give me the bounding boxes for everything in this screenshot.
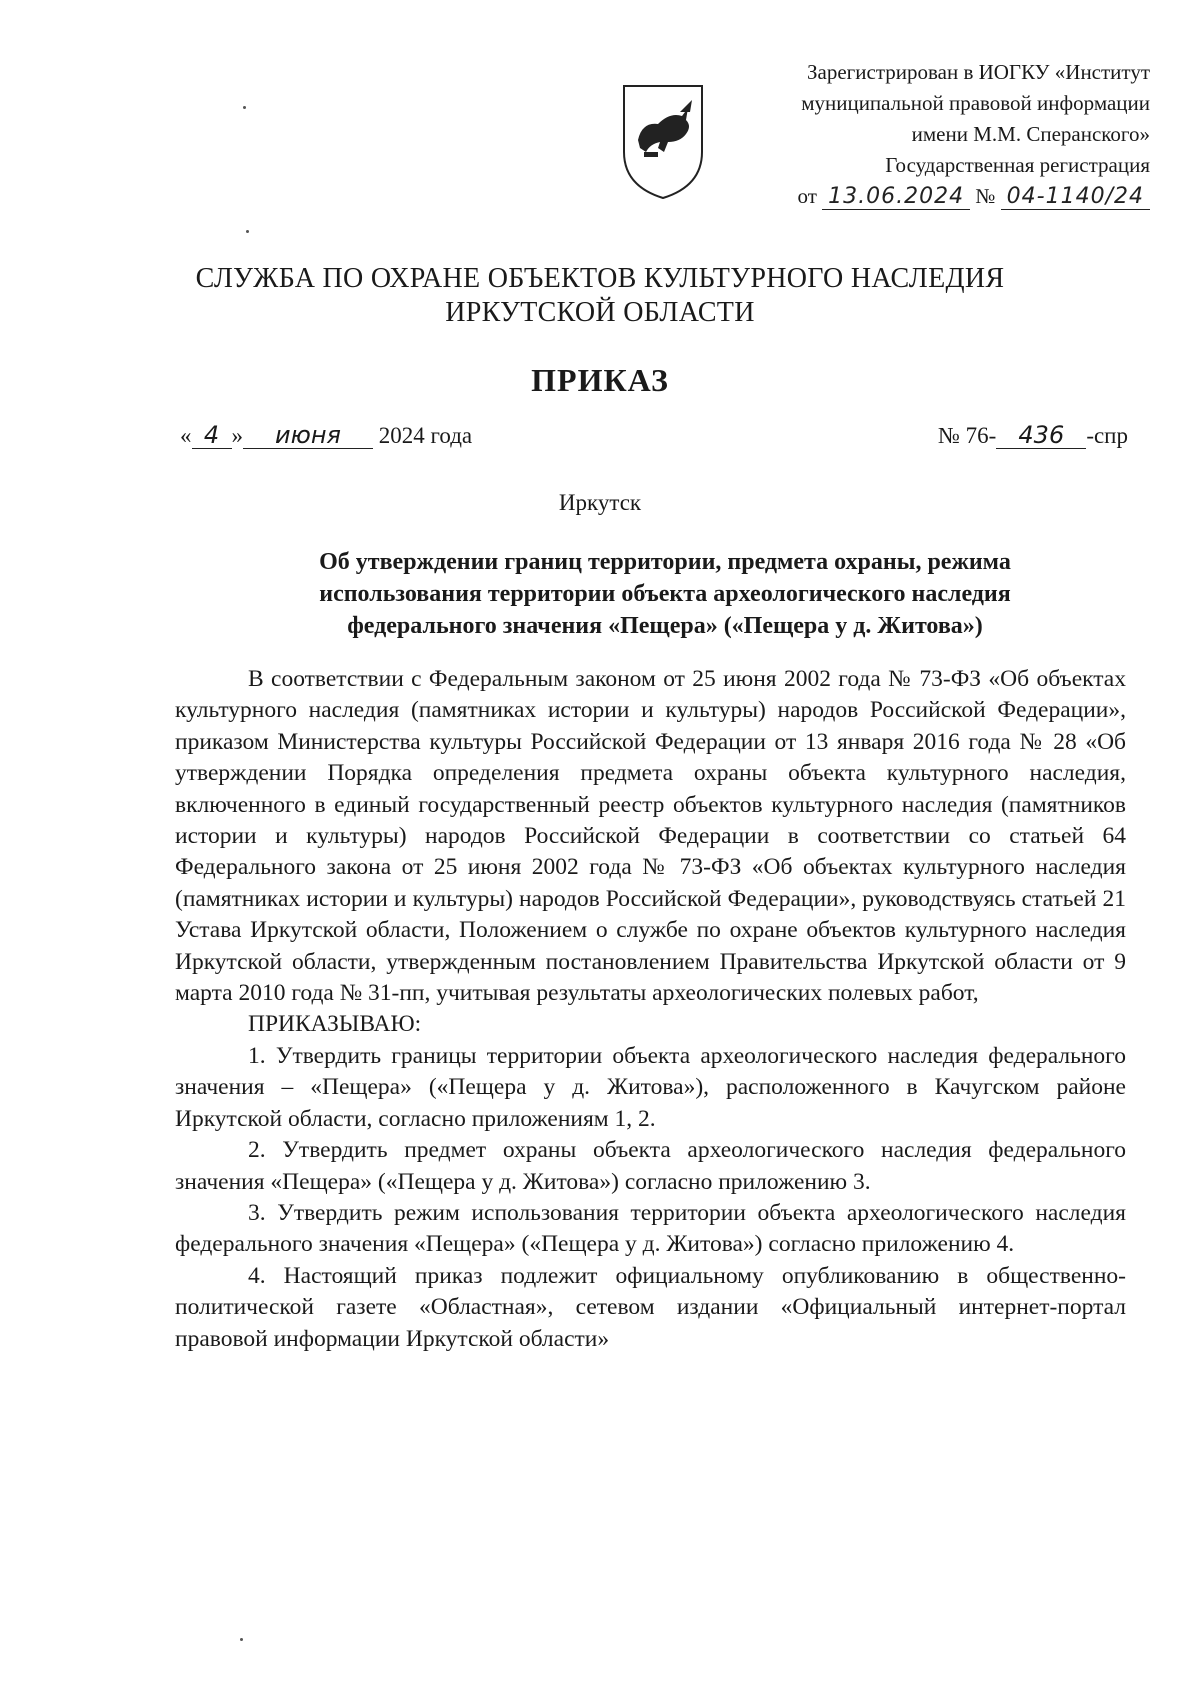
subject-line-2: использования территории объекта археологического наследия [319,581,1011,607]
date-open-quote: « [180,423,192,448]
registration-stamp [690,57,1150,212]
agency-line-1: СЛУЖБА ПО ОХРАНЕ ОБЪЕКТОВ КУЛЬТУРНОГО НАСЛЕДИЯ [195,263,1005,294]
agency-line-2: ИРКУТСКОЙ ОБЛАСТИ [445,297,755,328]
registration-line-2: муниципальной правовой информации [801,91,1150,115]
document-title: ПРИКАЗ [531,362,669,398]
order-item-2: 2. Утвердить предмет охраны объекта археологического наследия федерального значения «Пещера» («Пещера у д. Житова») согласно приложению 3. [175,1137,1126,1195]
order-item-3: 3. Утвердить режим использования территории объекта археологического наследия федерального значения «Пещера» («Пещера у д. Житова») согласно приложению 4. [175,1199,1126,1258]
registration-line-3: имени М.М. Сперанского» [911,122,1150,146]
order-date [180,422,472,449]
order-item-1: 1. Утвердить границы территории объекта археологического наследия федерального значения – «Пещера» («Пещера у д. Житова»), расположенного в Качугском районе Иркутской области, согласно приложениям 1, 2. [175,1042,1126,1132]
order-body [175,664,1126,1355]
order-word: ПРИКАЗЫВАЮ: [248,1011,422,1038]
agency-name [0,262,1200,330]
city: Иркутск [558,490,642,515]
order-subject [240,546,1090,642]
number-suffix: -спр [1086,423,1128,448]
date-year: 2024 года [378,423,473,448]
preamble-paragraph: В соответствии с Федеральным законом от 25 июня 2002 года № 73-ФЗ «Об объектах культурного наследия (памятниках истории и культуры) народов Российской Федерации», приказом Министерства культуры Российской Федерации от 13 января 2016 года № 28 «Об утверждении Порядка определения предмета охраны объекта культурного наследия, включенного в единый государственный реестр объектов культурного наследия (памятников истории и культуры) народов Российской Федерации в соответствии со статьей 64 Федерального закона от 25 июня 2002 года № 73-ФЗ «Об объектах культурного наследия (памятниках истории и культуры) народов Российской Федерации», руководствуясь статьей 21 Устава Иркутской области, Положением о службе по охране объектов культурного наследия Иркутской области, утвержденным постановлением Правительства Иркутской области от 9 марта 2010 года № 31-пп, учитывая результаты археологических полевых работ, [175,666,1126,1007]
registration-number-handwritten: 04-1140/24 [1001,184,1150,210]
subject-line-3: федерального значения «Пещера» («Пещера у д. Житова») [347,613,983,639]
number-prefix: № 76- [937,423,997,448]
date-month-handwritten: июня [243,422,373,449]
registration-date-handwritten: 13.06.2024 [822,184,970,210]
registration-line-4: Государственная регистрация [885,153,1150,177]
registration-line-1: Зарегистрирован в ИОГКУ «Институт [806,60,1150,84]
order-item-4: 4. Настоящий приказ подлежит официальному опубликованию в общественно-политической газете «Областная», сетевом издании «Официальный интернет-портал правовой информации Иркутской области» [175,1262,1126,1352]
date-day-handwritten: 4 [192,422,232,449]
registration-date-prefix: от [797,184,817,208]
order-number [938,422,1128,449]
date-close-quote: » [231,423,243,448]
scan-speck [246,230,249,233]
subject-line-1: Об утверждении границ территории, предмета охраны, режима [319,549,1011,575]
scan-speck [243,106,246,109]
number-value-handwritten: 436 [996,422,1086,449]
registration-number-prefix: № [975,184,996,208]
scan-speck [240,1638,243,1641]
registration-date-number [690,181,1150,212]
